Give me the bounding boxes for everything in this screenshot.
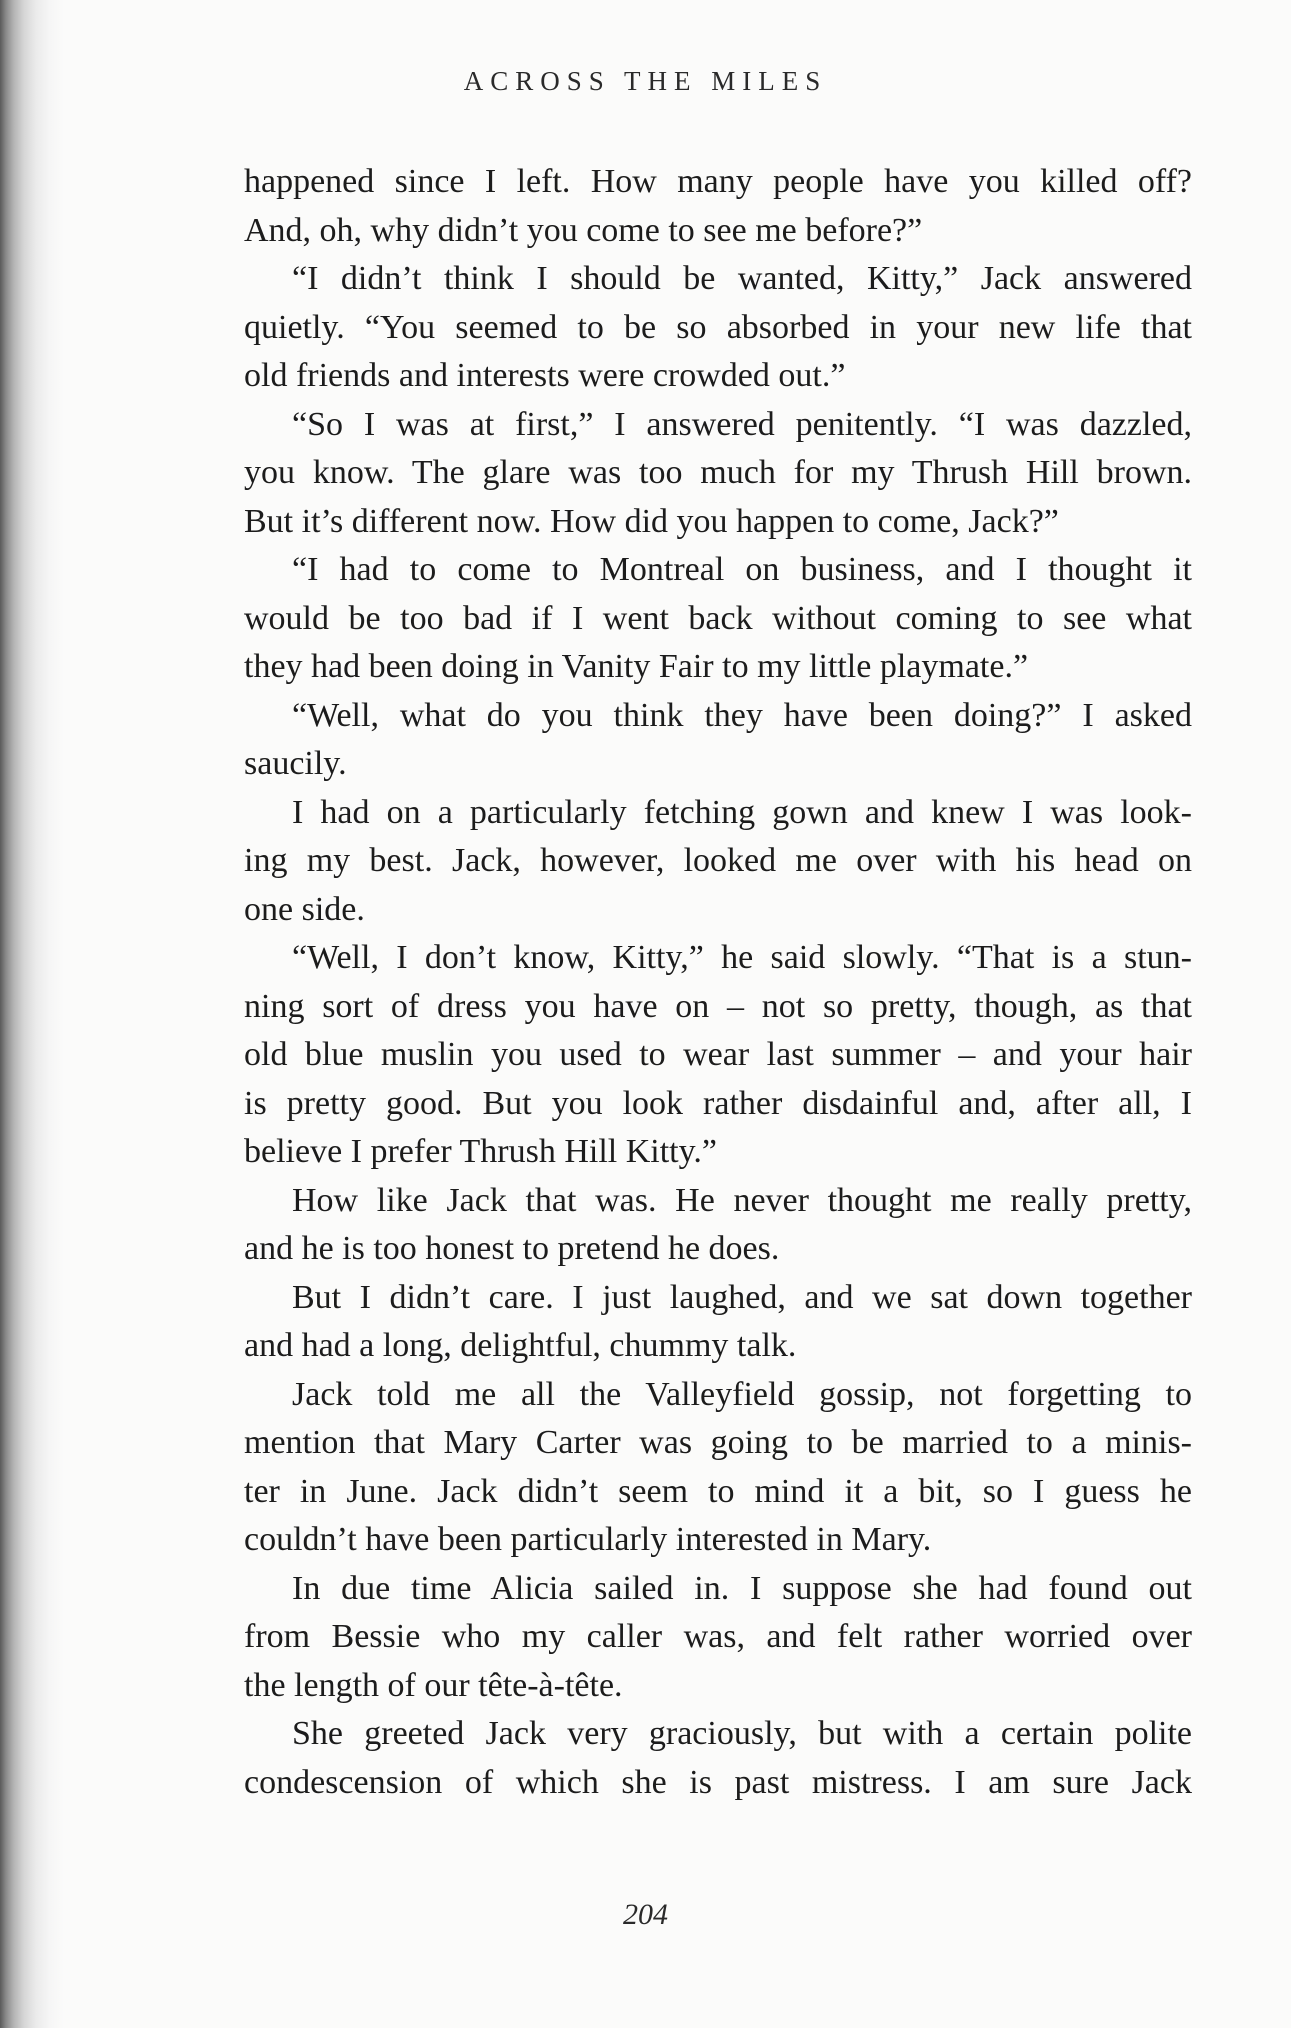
- text-line: “So I was at first,” I answered penitently. “I was dazzled,: [292, 405, 1192, 443]
- text-line: In due time Alicia sailed in. I suppose she had found out: [292, 1569, 1192, 1607]
- text-line: “I didn’t think I should be wanted, Kitty,” Jack answered: [292, 260, 1192, 297]
- text-line: “I had to come to Montreal on business, and I thought it: [292, 551, 1192, 588]
- text-line: the length of our tête-à-tête.: [244, 1666, 623, 1704]
- page-number: 204: [623, 1898, 668, 1931]
- text-line: they had been doing in Vanity Fair to my little playmate.”: [244, 648, 1029, 685]
- text-line: Jack told me all the Valleyfield gossip, not forgetting to: [292, 1375, 1192, 1413]
- body-text: [244, 158, 1192, 1807]
- text-line: saucily.: [244, 745, 347, 782]
- text-line: quietly. “You seemed to be so absorbed in your new life that: [244, 308, 1192, 346]
- text-line: and had a long, delightful, chummy talk.: [244, 1327, 797, 1364]
- text-line: one side.: [244, 890, 365, 928]
- text-line: happened since I left. How many people have you killed off?: [244, 163, 1192, 200]
- text-line: condescension of which she is past mistress. I am sure Jack: [244, 1763, 1192, 1801]
- text-line: old friends and interests were crowded out.”: [244, 357, 846, 394]
- text-line: But I didn’t care. I just laughed, and we sat down together: [292, 1278, 1192, 1316]
- text-line: “Well, what do you think they have been doing?” I asked: [292, 696, 1192, 734]
- text-line: ing my best. Jack, however, looked me over with his head on: [244, 842, 1192, 879]
- text-line: ter in June. Jack didn’t seem to mind it a bit, so I guess he: [244, 1472, 1192, 1510]
- text-line: “Well, I don’t know, Kitty,” he said slowly. “That is a stun-: [292, 939, 1192, 976]
- text-line: And, oh, why didn’t you come to see me before?”: [244, 211, 923, 249]
- text-line: and he is too honest to pretend he does.: [244, 1230, 780, 1267]
- text-line: I had on a particularly fetching gown and knew I was look-: [292, 793, 1192, 831]
- text-line: ning sort of dress you have on – not so pretty, though, as that: [244, 987, 1192, 1025]
- text-line: from Bessie who my caller was, and felt rather worried over: [244, 1618, 1192, 1655]
- text-line: She greeted Jack very graciously, but with a certain polite: [292, 1715, 1192, 1752]
- text-line: How like Jack that was. He never thought me really pretty,: [292, 1181, 1192, 1219]
- text-line: mention that Mary Carter was going to be married to a minis-: [244, 1424, 1192, 1461]
- text-line: couldn’t have been particularly interested in Mary.: [244, 1521, 932, 1558]
- text-line: is pretty good. But you look rather disdainful and, after all, I: [244, 1084, 1192, 1122]
- text-line: old blue muslin you used to wear last summer – and your hair: [244, 1036, 1192, 1073]
- binding-shadow: [0, 0, 64, 2028]
- text-line: believe I prefer Thrush Hill Kitty.”: [244, 1133, 718, 1170]
- text-line: would be too bad if I went back without coming to see what: [244, 599, 1192, 637]
- text-line: But it’s different now. How did you happen to come, Jack?”: [244, 502, 1059, 540]
- text-line: you know. The glare was too much for my Thrush Hill brown.: [244, 454, 1192, 491]
- running-head: ACROSS THE MILES: [463, 66, 828, 96]
